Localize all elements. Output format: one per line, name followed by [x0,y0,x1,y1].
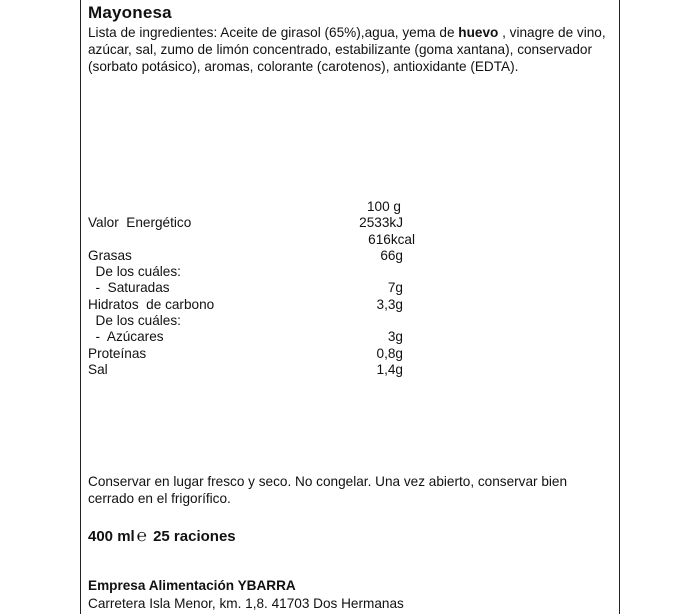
nutrition-row [88,248,428,264]
nutrition-header: 100 g [366,199,401,214]
nutrition-value: 616kcal [368,231,415,247]
nutrition-row [88,215,428,231]
nutrition-label: Grasas [88,247,132,263]
nutrition-row [88,297,428,313]
ingredients-text-start: Lista de ingredientes: Aceite de girasol (65%),agua, yema de [88,25,459,40]
nutrition-value: 1,4g [376,361,403,377]
ingredients-list [88,24,613,75]
nutrition-label: Valor Energético [88,215,192,231]
nutrition-label: - Saturadas [88,280,170,296]
nutrition-label: De los cuáles: [88,264,181,280]
nutrition-row [88,362,428,378]
nutrition-value: 2533kJ [359,215,403,231]
nutrition-row [88,346,428,362]
nutrition-label: Hidratos de carbono [88,296,215,312]
nutrition-value: 3g [387,329,403,345]
ingredients-allergen: huevo [458,25,499,40]
product-title: Mayonesa [88,3,172,22]
quantity-value: 400 ml [88,528,135,545]
nutrition-label: Sal [88,361,108,377]
company-address: Carretera Isla Menor, km. 1,8. 41703 Dos Hermanas [88,596,404,611]
nutrition-row [88,313,428,329]
nutrition-label: Proteínas [88,345,147,361]
nutrition-label: De los cuáles: [88,313,181,329]
estimated-sign: ℮ [136,526,147,545]
nutrition-table [88,199,428,378]
ingredients-text-end: , vinagre de vino, azúcar, sal, zumo de limón concentrado, estabilizante (goma xantana), conservador (sorbato potásico), aromas, colorante (carotenos), antioxidante (EDTA). [88,25,606,74]
company-name: Empresa Alimentación YBARRA [88,578,296,593]
nutrition-value: 3,3g [376,296,403,312]
nutrition-row [88,329,428,345]
nutrition-label: - Azúcares [88,329,164,345]
nutrition-row [88,232,428,248]
nutrition-value: 0,8g [376,345,403,361]
nutrition-row [88,280,428,296]
storage-instructions: Conservar en lugar fresco y seco. No congelar. Una vez abierto, conservar bien cerrado en el frigorífico. [88,474,568,506]
nutrition-value: 66g [380,247,403,263]
nutrition-header-row [88,199,428,215]
nutrition-value: 7g [387,280,403,296]
nutrition-row [88,264,428,280]
net-quantity [88,526,236,546]
servings-count: 25 raciones [153,528,236,545]
